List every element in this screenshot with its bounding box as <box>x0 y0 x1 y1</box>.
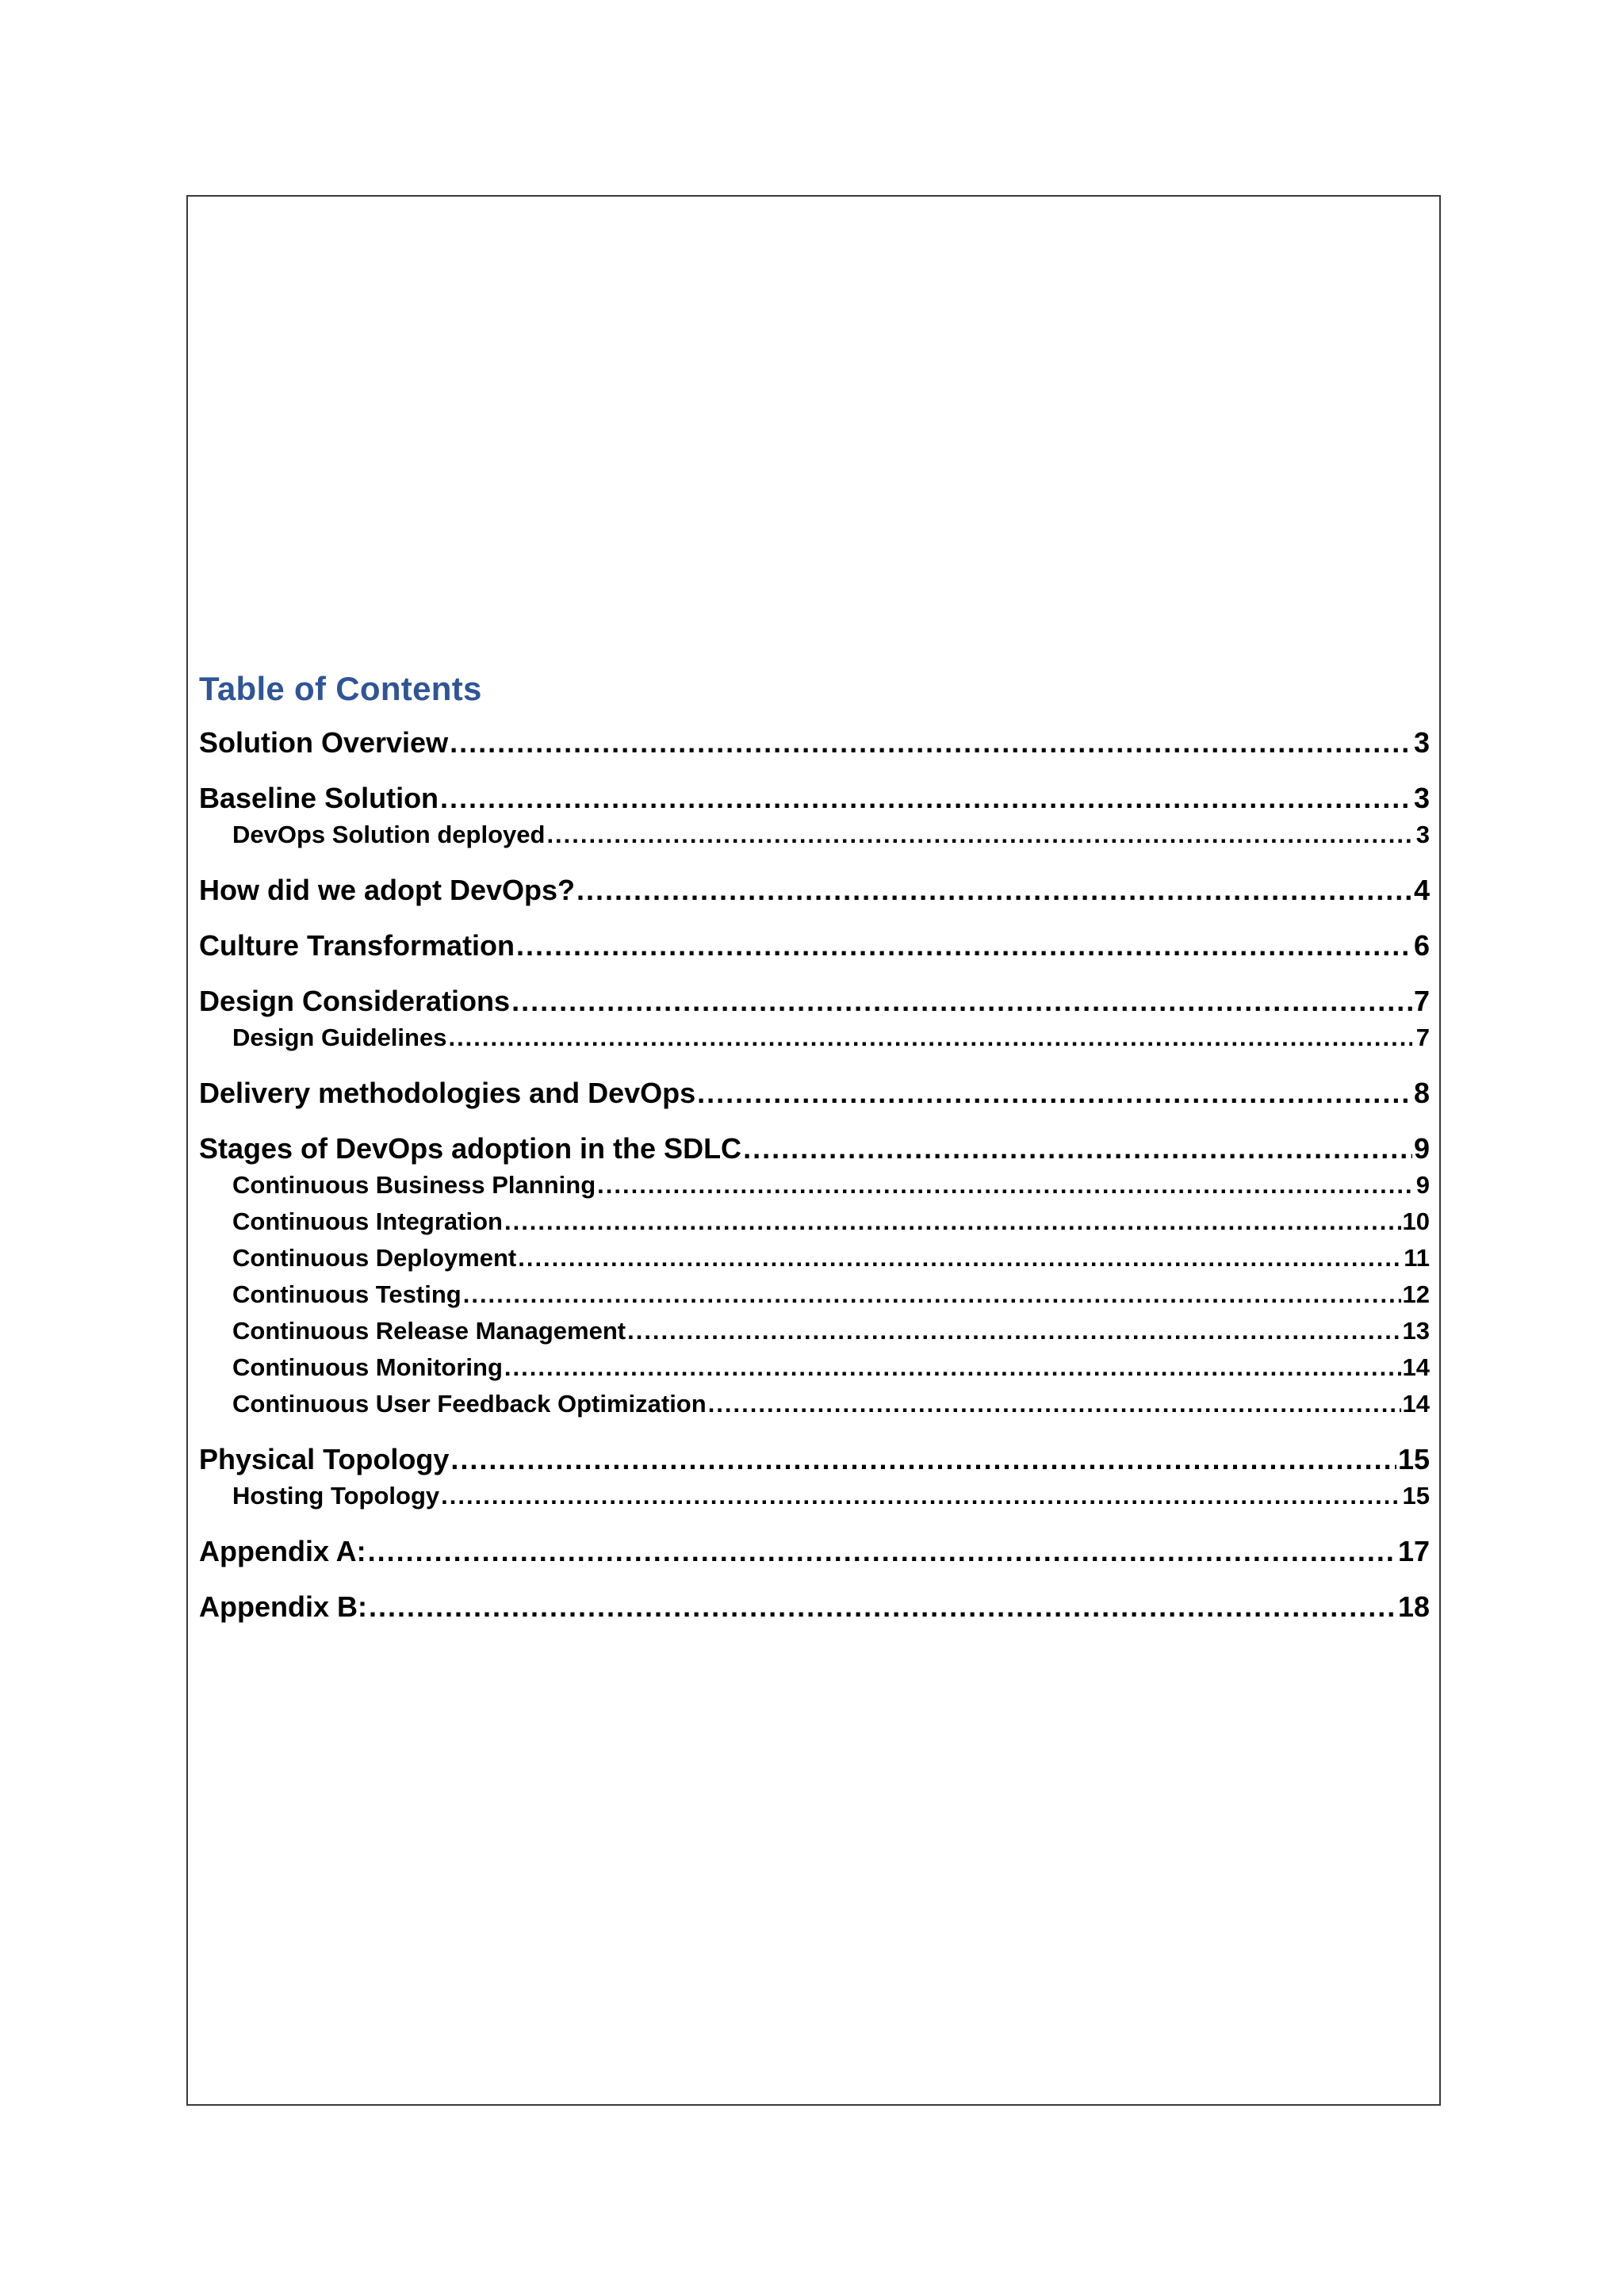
dot-leader <box>516 928 1412 964</box>
toc-entry-continuous-monitoring[interactable] <box>199 1349 1430 1386</box>
toc-entry-page: 7 <box>1415 1024 1430 1051</box>
toc-entry-design-considerations[interactable] <box>199 983 1430 1020</box>
dot-leader <box>368 1533 1396 1570</box>
toc-entry-continuous-testing[interactable] <box>199 1276 1430 1313</box>
dot-leader <box>450 1441 1396 1478</box>
toc-entry-title: Delivery methodologies and DevOps <box>199 1077 696 1109</box>
toc-entry-page: 13 <box>1402 1317 1430 1345</box>
toc-entry-solution-overview[interactable] <box>199 725 1430 761</box>
dot-leader <box>697 1075 1412 1112</box>
toc-entry-page: 10 <box>1402 1207 1430 1235</box>
toc-entry-title: Culture Transformation <box>199 929 515 962</box>
toc-entry-title: Continuous Deployment <box>232 1244 517 1272</box>
toc-entry-title: Hosting Topology <box>232 1482 440 1510</box>
toc-entry-continuous-user-feedback-optimization[interactable] <box>199 1386 1430 1422</box>
toc-entry-page: 18 <box>1397 1590 1430 1623</box>
dot-leader <box>576 872 1412 909</box>
toc-entry-title: How did we adopt DevOps? <box>199 874 576 906</box>
toc-title: Table of Contents <box>199 670 482 707</box>
toc-entry-page: 4 <box>1413 874 1430 906</box>
toc-entry-title: Design Guidelines <box>232 1024 447 1051</box>
toc-entry-hosting-topology[interactable] <box>199 1478 1430 1514</box>
dot-leader <box>463 1276 1401 1313</box>
dot-leader <box>441 1478 1400 1514</box>
dot-leader <box>518 1240 1402 1276</box>
toc-entry-page: 3 <box>1413 782 1430 814</box>
toc-entry-title: Stages of DevOps adoption in the SDLC <box>199 1132 742 1165</box>
toc-entry-continuous-deployment[interactable] <box>199 1240 1430 1276</box>
dot-leader <box>369 1589 1396 1625</box>
toc-entry-baseline-solution[interactable] <box>199 780 1430 817</box>
dot-leader <box>708 1386 1401 1422</box>
toc-entry-page: 14 <box>1402 1390 1430 1418</box>
toc-entry-culture-transformation[interactable] <box>199 928 1430 964</box>
dot-leader <box>450 725 1412 761</box>
dot-leader <box>743 1131 1412 1167</box>
dot-leader <box>597 1167 1412 1203</box>
dot-leader <box>627 1313 1400 1349</box>
toc-entry-title: Physical Topology <box>199 1443 450 1475</box>
toc-entry-appendix-b[interactable] <box>199 1589 1430 1625</box>
toc-entry-page: 8 <box>1413 1077 1430 1109</box>
toc-entry-title: Continuous Monitoring <box>232 1353 503 1381</box>
toc-entry-page: 14 <box>1402 1353 1430 1381</box>
toc-entry-page: 17 <box>1397 1535 1430 1567</box>
dot-leader <box>504 1349 1401 1386</box>
toc-entry-page: 9 <box>1415 1171 1430 1199</box>
toc-entry-design-guidelines[interactable] <box>199 1020 1430 1056</box>
toc-entry-page: 3 <box>1413 726 1430 759</box>
toc-entry-stages-of-devops-adoption[interactable] <box>199 1131 1430 1167</box>
toc-entry-page: 7 <box>1413 985 1430 1017</box>
toc-entry-page: 3 <box>1415 821 1430 848</box>
toc-entry-title: Baseline Solution <box>199 782 439 814</box>
toc-entry-title: Continuous Release Management <box>232 1317 626 1345</box>
toc-entry-delivery-methodologies[interactable] <box>199 1075 1430 1112</box>
toc-entry-title: Continuous Testing <box>232 1280 462 1308</box>
dot-leader <box>448 1020 1412 1056</box>
dot-leader <box>504 1203 1401 1240</box>
toc-entry-title: Solution Overview <box>199 726 449 759</box>
toc-entry-continuous-business-planning[interactable] <box>199 1167 1430 1203</box>
dot-leader <box>511 983 1412 1020</box>
toc-entry-page: 6 <box>1413 929 1430 962</box>
table-of-contents <box>199 664 1430 1625</box>
toc-entry-page: 9 <box>1413 1132 1430 1165</box>
toc-entry-page: 15 <box>1402 1482 1430 1510</box>
toc-entry-title: Continuous Integration <box>232 1207 503 1235</box>
toc-entry-physical-topology[interactable] <box>199 1441 1430 1478</box>
toc-list <box>199 725 1430 1625</box>
dot-leader <box>440 780 1412 817</box>
toc-entry-title: DevOps Solution deployed <box>232 821 546 848</box>
toc-entry-title: Appendix B: <box>199 1590 367 1623</box>
toc-entry-page: 15 <box>1397 1443 1430 1475</box>
toc-entry-title: Continuous User Feedback Optimization <box>232 1390 707 1418</box>
toc-entry-devops-solution-deployed[interactable] <box>199 817 1430 853</box>
toc-entry-title: Continuous Business Planning <box>232 1171 596 1199</box>
toc-entry-title: Design Considerations <box>199 985 511 1017</box>
toc-entry-page: 11 <box>1404 1244 1430 1272</box>
toc-entry-continuous-integration[interactable] <box>199 1203 1430 1240</box>
toc-entry-how-did-we-adopt-devops[interactable] <box>199 872 1430 909</box>
toc-entry-continuous-release-management[interactable] <box>199 1313 1430 1349</box>
toc-entry-appendix-a[interactable] <box>199 1533 1430 1570</box>
dot-leader <box>546 817 1412 853</box>
toc-entry-title: Appendix A: <box>199 1535 366 1567</box>
toc-entry-page: 12 <box>1402 1280 1430 1308</box>
